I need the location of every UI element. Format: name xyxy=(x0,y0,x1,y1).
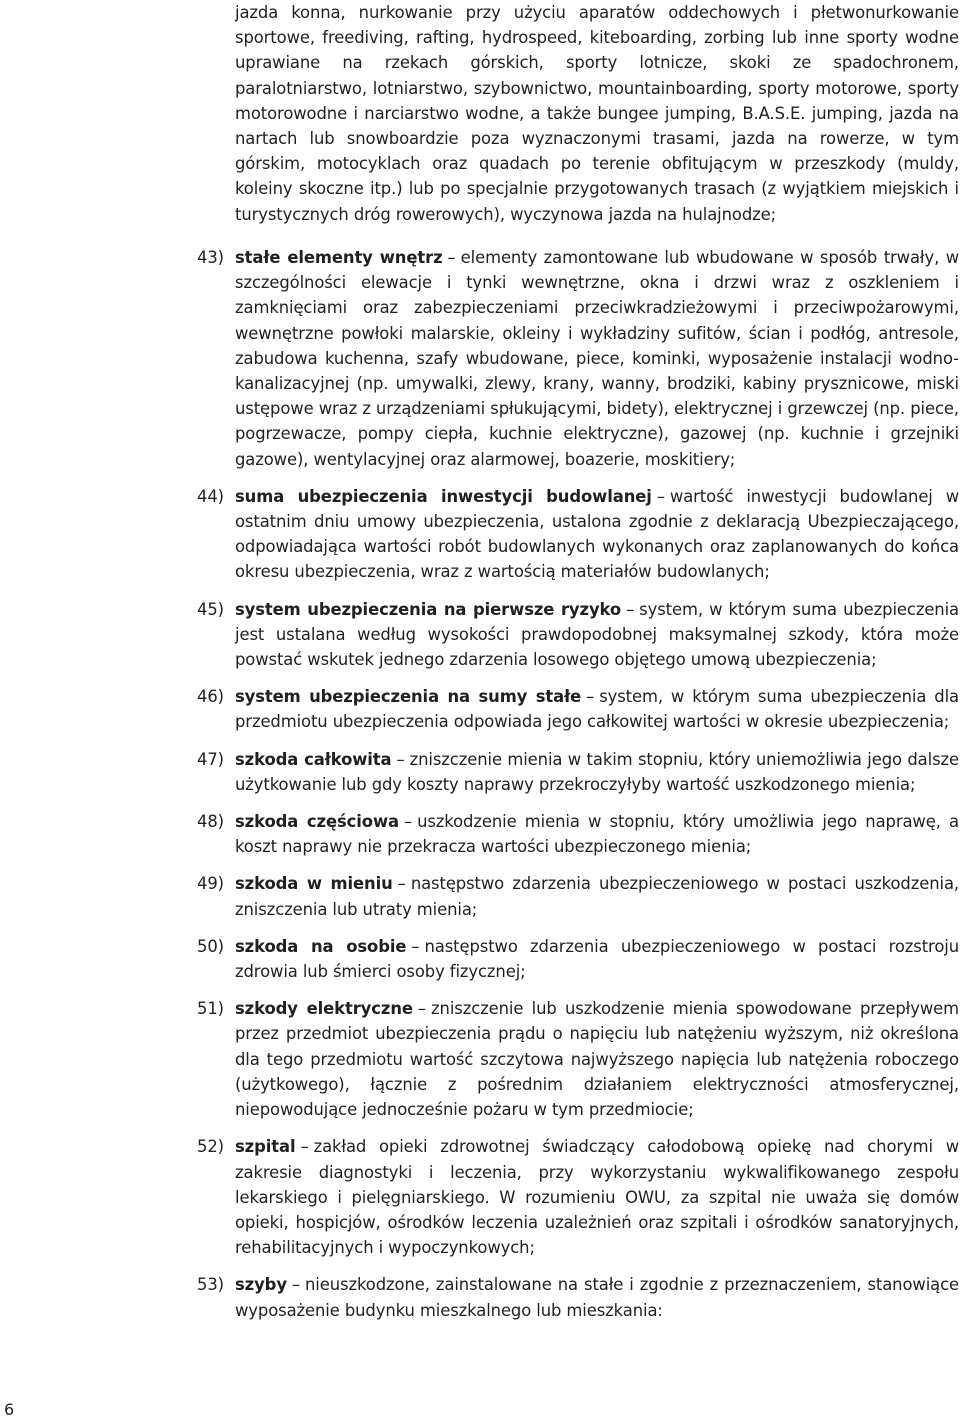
definition-item-53 xyxy=(197,1272,959,1322)
definition-item-43 xyxy=(197,245,959,472)
definition-text: system, w którym suma ubezpieczenia jest ustalana według wysokości prawdopodobnej maksymalnej szkody, która może powstać wskutek jednego zdarzenia losowego objętego umową ubezpieczenia; xyxy=(235,599,959,670)
definition-item-44 xyxy=(197,484,959,585)
definition-text: uszkodzenie mienia w stopniu, który umożliwia jego naprawę, a koszt naprawy nie przekracza wartości ubezpieczonego mienia; xyxy=(235,812,959,857)
definition-dash: – xyxy=(447,248,456,267)
definition-item-52 xyxy=(197,1134,959,1260)
continuation-paragraph: jazda konna, nurkowanie przy użyciu aparatów oddechowych i płetwonurkowanie sportowe, freediving, rafting, hydrospeed, kiteboarding, zorbing lub inne sporty wodne uprawiane na rzekach górskich, sporty lotnicze, skoki ze spadochronem, paralotniarstwo, lotniarstwo, szybownictwo, mountainboarding, sporty motorowe, sporty motorowodne i narciarstwo wodne, a także bungee jumping, B.A.S.E. jumping, jazda na nartach lub snowboardzie poza wyznaczonymi trasami, jazda na rowerze, w tym górskim, motocyklach oraz quadach po terenie obfitującym w przeszkody (muldy, koleiny skoczne itp.) lub po specjalnie przygotowanych trasach (z wyjątkiem miejskich i turystycznych dróg rowerowych), wyczynowa jazda na hulajnodze; xyxy=(235,3,959,224)
definition-dash: – xyxy=(300,1137,309,1157)
definition-text: system, w którym suma ubezpieczenia dla przedmiotu ubezpieczenia odpowiada jego całkowitej wartości w okresie ubezpieczenia; xyxy=(235,687,959,732)
definition-term: system ubezpieczenia na sumy stałe xyxy=(235,687,582,707)
definition-dash: – xyxy=(656,486,665,506)
definition-dash: – xyxy=(291,1275,301,1295)
definition-number: 50) xyxy=(197,936,224,956)
definition-text: nieuszkodzone, zainstalowane na stałe i zgodnie z przeznaczeniem, stanowiące wyposażenie budynku mieszkalnego lub mieszkania: xyxy=(235,1275,959,1320)
definition-item-45 xyxy=(197,597,959,673)
definition-text: wartość inwestycji budowlanej w ostatnim dniu umowy ubezpieczenia, ustalona zgodnie z deklaracją Ubezpieczającego, odpowiadająca wartości robót budowlanych wykonanych oraz zaplanowanych do końca okresu ubezpieczenia, wraz z wartością materiałów budowlanych; xyxy=(235,486,959,582)
definition-number: 44) xyxy=(197,486,224,506)
definition-text: zniszczenie mienia w takim stopniu, który uniemożliwia jego dalsze użytkowanie lub gdy koszty naprawy przekroczyłyby wartość uszkodzonego mienia; xyxy=(235,749,959,794)
definition-number: 46) xyxy=(197,687,224,707)
definition-item-48 xyxy=(197,809,959,859)
definition-term: szkoda na osobie xyxy=(235,936,407,956)
definition-term: szkody elektryczne xyxy=(235,999,413,1019)
definition-term: stałe elementy wnętrz xyxy=(235,248,443,267)
definition-term: szkoda częściowa xyxy=(235,812,399,832)
definition-number: 51) xyxy=(197,999,224,1019)
definition-number: 47) xyxy=(197,749,224,769)
definition-dash: – xyxy=(396,749,405,769)
definition-number: 43) xyxy=(197,248,224,267)
page-number: 6 xyxy=(4,1400,15,1419)
definition-text: elementy zamontowane lub wbudowane w sposób trwały, w szczególności elewacje i tynki wewnętrzne, okna i drzwi wraz z oszkleniem i zamknięciami oraz zabezpieczeniami przeciwkradzieżowymi i przeciwpożarowymi, wewnętrzne powłoki malarskie, okleiny i wykładziny sufitów, ścian i podłóg, antresole, zabudowa kuchenna, szafy wbudowane, piece, kominki, wyposażenie instalacji wodno-kanalizacyjnej (np. umywalki, zlewy, krany, wanny, brodziki, kabiny prysznicowe, miski ustępowe wraz z urządzeniami spłukującymi, bidety), elektrycznej i grzewczej (np. piece, pogrzewacze, pompy ciepła, kuchnie elektryczne), gazowej (np. kuchnie i grzejniki gazowe), wentylacyjnej oraz alarmowej, boazerie, moskitiery; xyxy=(235,248,959,469)
definition-item-46 xyxy=(197,684,959,734)
definition-text: następstwo zdarzenia ubezpieczeniowego w postaci rozstroju zdrowia lub śmierci osoby fizycznej; xyxy=(235,936,959,982)
definition-number: 53) xyxy=(197,1275,224,1295)
definition-item-49 xyxy=(197,871,959,921)
definitions-list xyxy=(197,245,959,1335)
definition-text: następstwo zdarzenia ubezpieczeniowego w postaci uszkodzenia, zniszczenia lub utraty mienia; xyxy=(235,874,960,919)
definition-dash: – xyxy=(626,599,635,619)
definition-number: 49) xyxy=(197,874,224,894)
definition-term: system ubezpieczenia na pierwsze ryzyko xyxy=(235,599,622,619)
definition-number: 45) xyxy=(197,599,224,619)
definition-term: szkoda w mieniu xyxy=(235,874,393,894)
definition-term: szkoda całkowita xyxy=(235,749,392,769)
definition-dash: – xyxy=(403,812,413,832)
definition-dash: – xyxy=(397,874,406,894)
definition-text: zakład opieki zdrowotnej świadczący całodobową opiekę nad chorymi w zakresie diagnostyki i leczenia, przy wykorzystaniu wykwalifikowanego zespołu lekarskiego i pielęgniarskiego. W rozumieniu OWU, za szpital nie uważa się domów opieki, hospicjów, ośrodków leczenia uzależnień oraz szpitali i ośrodków sanatoryjnych, rehabilitacyjnych i wypoczynkowych; xyxy=(235,1137,959,1258)
definition-dash: – xyxy=(411,936,420,956)
definition-term: szpital xyxy=(235,1137,296,1157)
definition-dash: – xyxy=(417,999,427,1019)
definition-item-51 xyxy=(197,996,959,1122)
definition-term: suma ubezpieczenia inwestycji budowlanej xyxy=(235,486,652,506)
definition-item-47 xyxy=(197,747,959,797)
definition-term: szyby xyxy=(235,1275,287,1295)
definition-number: 52) xyxy=(197,1137,224,1157)
definition-text: zniszczenie lub uszkodzenie mienia spowodowane przepływem przez przedmiot ubezpieczenia prądu o napięciu lub natężeniu wyższym, niż określona dla tego przedmiotu wartość szczytowa najwyższego napięcia lub natężenia roboczego (użytkowego), łącznie z pośrednim działaniem elektryczności atmosferycznej, niepowodujące jednocześnie pożaru w tym przedmiocie; xyxy=(235,999,959,1120)
definition-item-50 xyxy=(197,934,959,984)
definition-dash: – xyxy=(586,687,595,707)
definition-number: 48) xyxy=(197,812,224,832)
